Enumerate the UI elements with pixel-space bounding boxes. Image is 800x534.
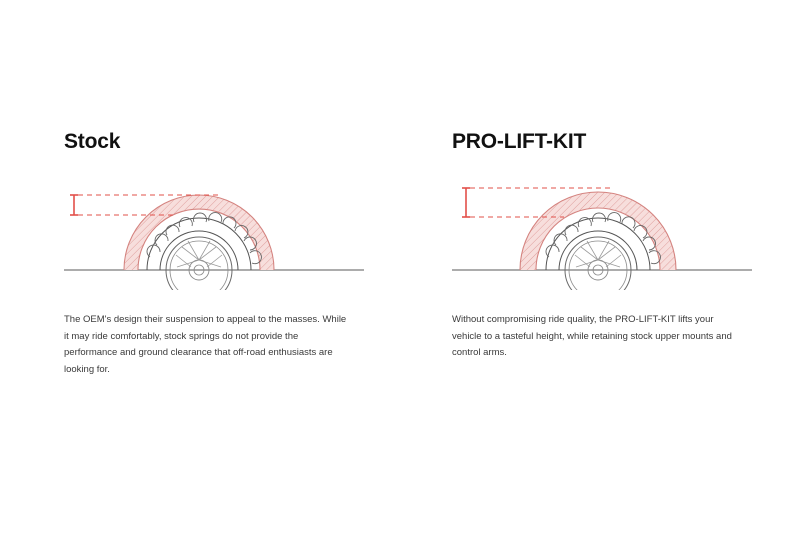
panel-title-pro-lift-kit: PRO-LIFT-KIT <box>452 130 587 153</box>
illustration-stock <box>64 175 364 290</box>
illustration-pro-lift-kit <box>452 175 752 290</box>
panel-body-pro-lift-kit: Without compromising ride quality, the PRO-LIFT-KIT lifts your vehicle to a tasteful height, while retaining stock upper mounts and control arms. <box>452 314 732 359</box>
panel-pro-lift-kit <box>452 130 752 371</box>
rim-spokes <box>176 241 222 267</box>
panel-title-stock: Stock <box>64 130 121 153</box>
rim-spokes <box>575 241 621 267</box>
panel-body-stock: The OEM's design their suspension to appeal to the masses. While it may ride comfortably, stock springs do not provide the performance and ground clearance that off-road enthusiasts are looking for. <box>64 314 347 375</box>
panel-stock <box>64 130 364 388</box>
